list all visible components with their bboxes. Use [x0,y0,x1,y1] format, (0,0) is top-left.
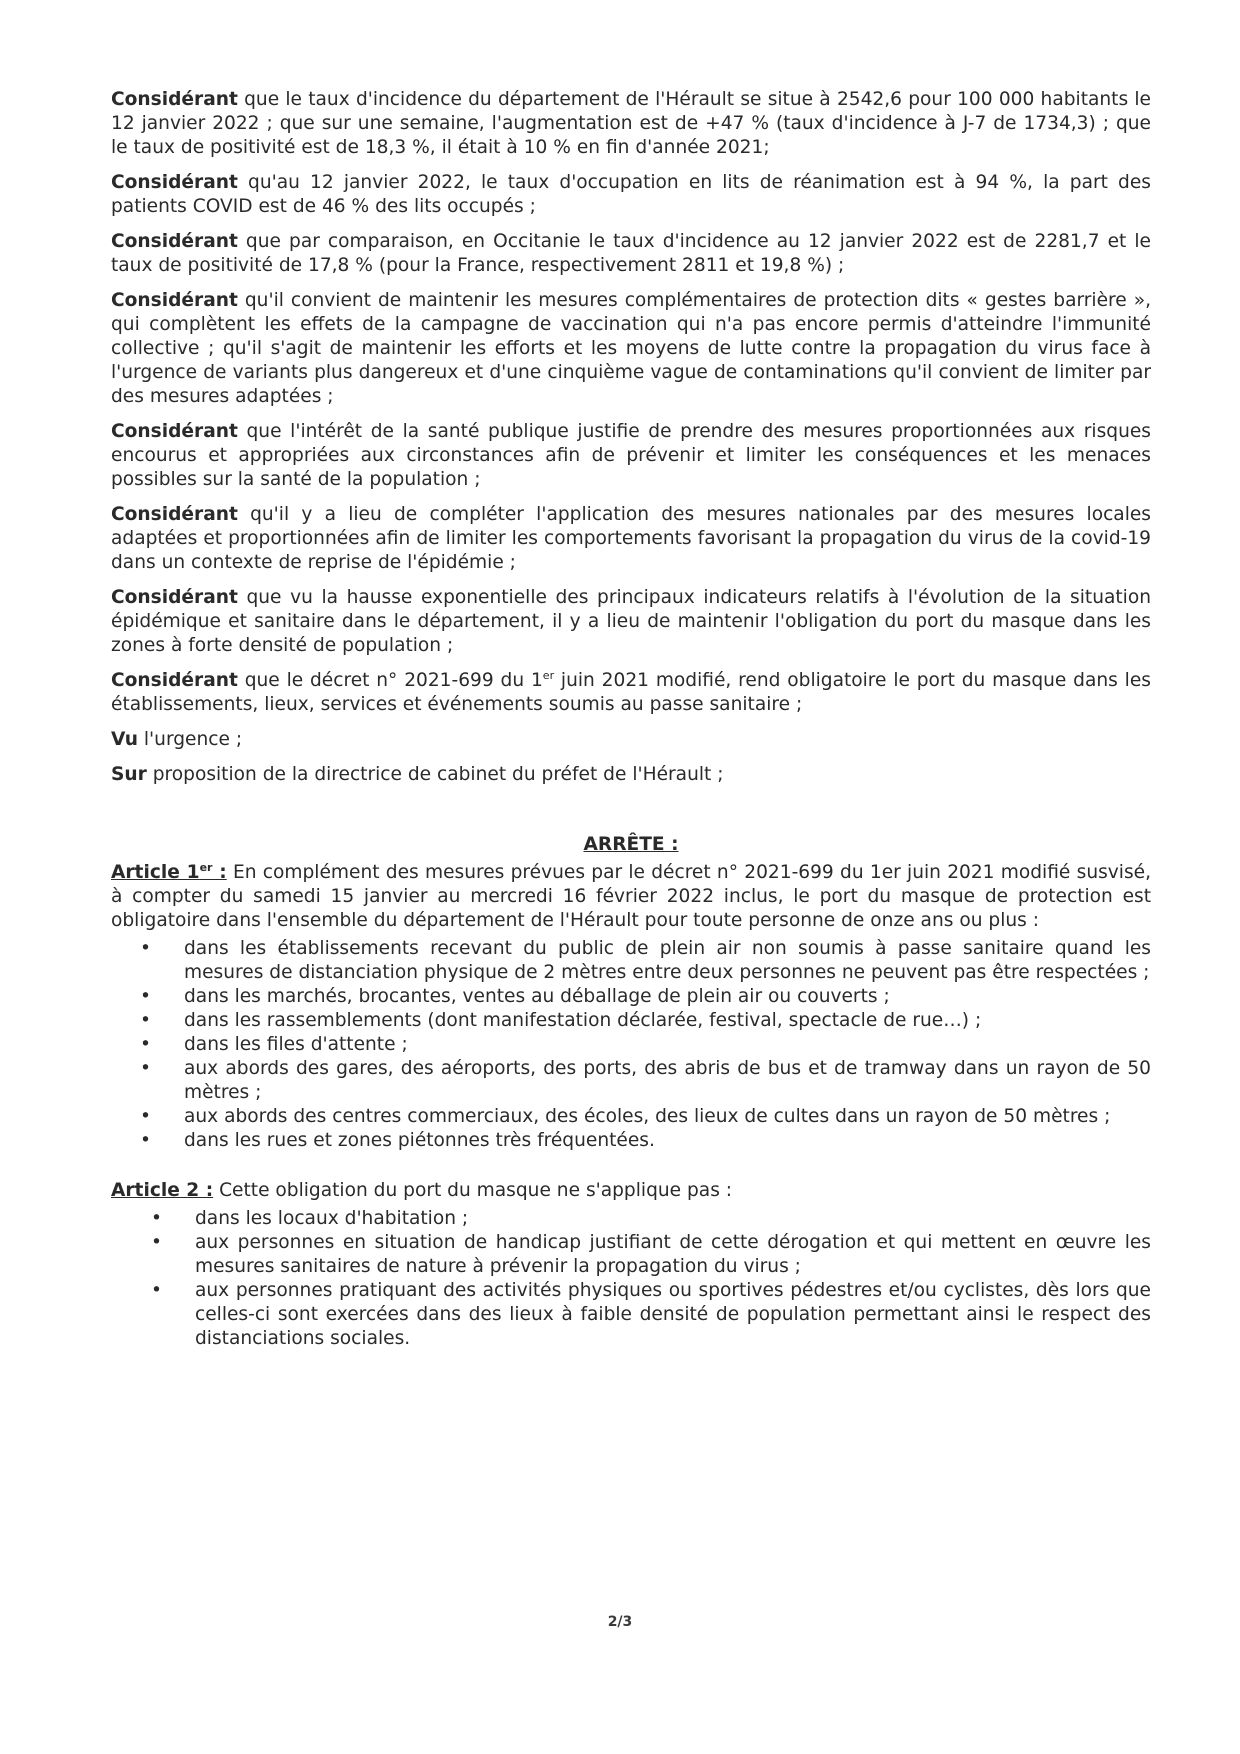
considerant-keyword: Considérant [111,670,238,691]
considerant-text: que le décret n° 2021-699 du 1 [237,670,543,691]
article-1-list [111,937,1151,1153]
considerant-text: qu'il y a lieu de compléter l'application des mesures nationales par des mesures locales adaptées et proportionnées afin de limiter les comportements favorisant la propagation du virus de la covid-19 dans un contexte de reprise de l'épidémie ; [111,504,1151,573]
document-page [111,88,1151,1351]
considerant-text: qu'il convient de maintenir les mesures complémentaires de protection dits « gestes barrière », qui complètent les effets de la campagne de vaccination qui n'a pas encore permis d'atteindre l'immunité collective ; qu'il s'agit de maintenir les efforts et les moyens de lutte contre la propagation du virus face à l'urgence de variants plus dangereux et d'une cinquième vague de contaminations qu'il convient de limiter par des mesures adaptées ; [111,290,1151,407]
article-2-heading: Article 2 : [111,1180,214,1201]
considerant-paragraph [111,88,1151,160]
vu-text: l'urgence ; [137,729,243,750]
list-item [140,985,1151,1009]
bullet-icon: • [140,1106,151,1127]
article-2-paragraph [111,1179,1151,1203]
arrete-title: ARRÊTE : [583,834,679,855]
considerant-text: qu'au 12 janvier 2022, le taux d'occupation en lits de réanimation est à 94 %, la part des patients COVID est de 46 % des lits occupés ; [111,172,1151,217]
considerant-paragraph [111,420,1151,492]
bullet-icon: • [140,1034,151,1055]
considerant-paragraph [111,171,1151,219]
sur-text: proposition de la directrice de cabinet du préfet de l'Hérault ; [146,764,724,785]
considerant-keyword: Considérant [111,290,238,311]
considerant-keyword: Considérant [111,587,238,608]
considerant-text: que vu la hausse exponentielle des principaux indicateurs relatifs à l'évolution de la situation épidémique et sanitaire dans le département, il y a lieu de maintenir l'obligation du port du masque dans les zones à forte densité de population ; [111,587,1151,656]
considerant-text: que l'intérêt de la santé publique justifie de prendre des mesures proportionnées aux risques encourus et appropriées aux circonstances afin de prévenir et limiter les conséquences et les menaces possibles sur la santé de la population ; [111,421,1151,490]
list-item-text: dans les rassemblements (dont manifestation déclarée, festival, spectacle de rue…) ; [184,1010,982,1031]
list-item [140,937,1151,985]
vu-keyword: Vu [111,729,138,750]
bullet-icon: • [151,1232,162,1253]
list-item [140,1009,1151,1033]
bullet-icon: • [140,1130,151,1151]
ordinal-superscript: er [199,860,213,874]
considerant-paragraph [111,586,1151,658]
article-1-paragraph [111,861,1151,933]
considerant-paragraph [111,230,1151,278]
article-1-heading-colon: : [212,862,227,883]
bullet-icon: • [151,1208,162,1229]
list-item-text: aux personnes pratiquant des activités physiques ou sportives pédestres et/ou cyclistes, dès lors que celles-ci sont exercées dans des lieux à faible densité de population permettant ainsi le respect des distanciations sociales. [195,1280,1151,1349]
list-item [151,1279,1151,1351]
list-item [140,1057,1151,1105]
ordinal-superscript: er [542,668,555,682]
considerant-text: juin 2021 modifié, rend obligatoire le port du masque dans les établissements, lieux, services et événements soumis au passe sanitaire ; [111,670,1151,715]
list-item-text: aux personnes en situation de handicap justifiant de cette dérogation et qui mettent en œuvre les mesures sanitaires de nature à prévenir la propagation du virus ; [195,1232,1151,1277]
list-item [151,1231,1151,1279]
considerant-decret-paragraph [111,669,1151,717]
vu-paragraph [111,728,1151,752]
list-item-text: dans les locaux d'habitation ; [195,1208,469,1229]
bullet-icon: • [151,1280,162,1301]
article-1-heading [111,862,227,883]
list-item-text: dans les files d'attente ; [184,1034,408,1055]
article-1-text: En complément des mesures prévues par le décret n° 2021-699 du 1er juin 2021 modifié susvisé, à compter du samedi 15 janvier au mercredi 16 février 2022 inclus, le port du masque de protection est obligatoire dans l'ensemble du département de l'Hérault pour toute personne de onze ans ou plus : [111,862,1151,931]
considerant-keyword: Considérant [111,231,238,252]
list-item-text: aux abords des centres commerciaux, des écoles, des lieux de cultes dans un rayon de 50 mètres ; [184,1106,1111,1127]
considerant-text: que le taux d'incidence du département de l'Hérault se situe à 2542,6 pour 100 000 habitants le 12 janvier 2022 ; que sur une semaine, l'augmentation est de +47 % (taux d'incidence à J-7 de 1734,3) ; que le taux de positivité est de 18,3 %, il était à 10 % en fin d'année 2021; [111,89,1151,158]
article-2-list [111,1207,1151,1351]
considerant-paragraph [111,289,1151,409]
bullet-icon: • [140,1010,151,1031]
considerant-keyword: Considérant [111,421,238,442]
bullet-icon: • [140,986,151,1007]
considerant-text: que par comparaison, en Occitanie le taux d'incidence au 12 janvier 2022 est de 2281,7 et le taux de positivité de 17,8 % (pour la France, respectivement 2811 et 19,8 %) ; [111,231,1151,276]
page-number: 2/3 [607,1614,633,1630]
list-item [140,1105,1151,1129]
list-item [140,1033,1151,1057]
list-item-text: dans les établissements recevant du public de plein air non soumis à passe sanitaire quand les mesures de distanciation physique de 2 mètres entre deux personnes ne peuvent pas être respectées ; [184,938,1151,983]
list-item [140,1129,1151,1153]
article-1-heading-text: Article 1 [111,862,200,883]
considerant-keyword: Considérant [111,504,238,525]
bullet-icon: • [140,1058,151,1079]
sur-keyword: Sur [111,764,147,785]
list-item-text: dans les marchés, brocantes, ventes au déballage de plein air ou couverts ; [184,986,890,1007]
considerant-keyword: Considérant [111,89,238,110]
list-item-text: aux abords des gares, des aéroports, des ports, des abris de bus et de tramway dans un rayon de 50 mètres ; [184,1058,1151,1103]
article-2-text: Cette obligation du port du masque ne s'applique pas : [213,1180,733,1201]
considerant-paragraph [111,503,1151,575]
list-item [151,1207,1151,1231]
considerant-keyword: Considérant [111,172,238,193]
sur-paragraph [111,763,1151,787]
bullet-icon: • [140,938,151,959]
list-item-text: dans les rues et zones piétonnes très fréquentées. [184,1130,655,1151]
